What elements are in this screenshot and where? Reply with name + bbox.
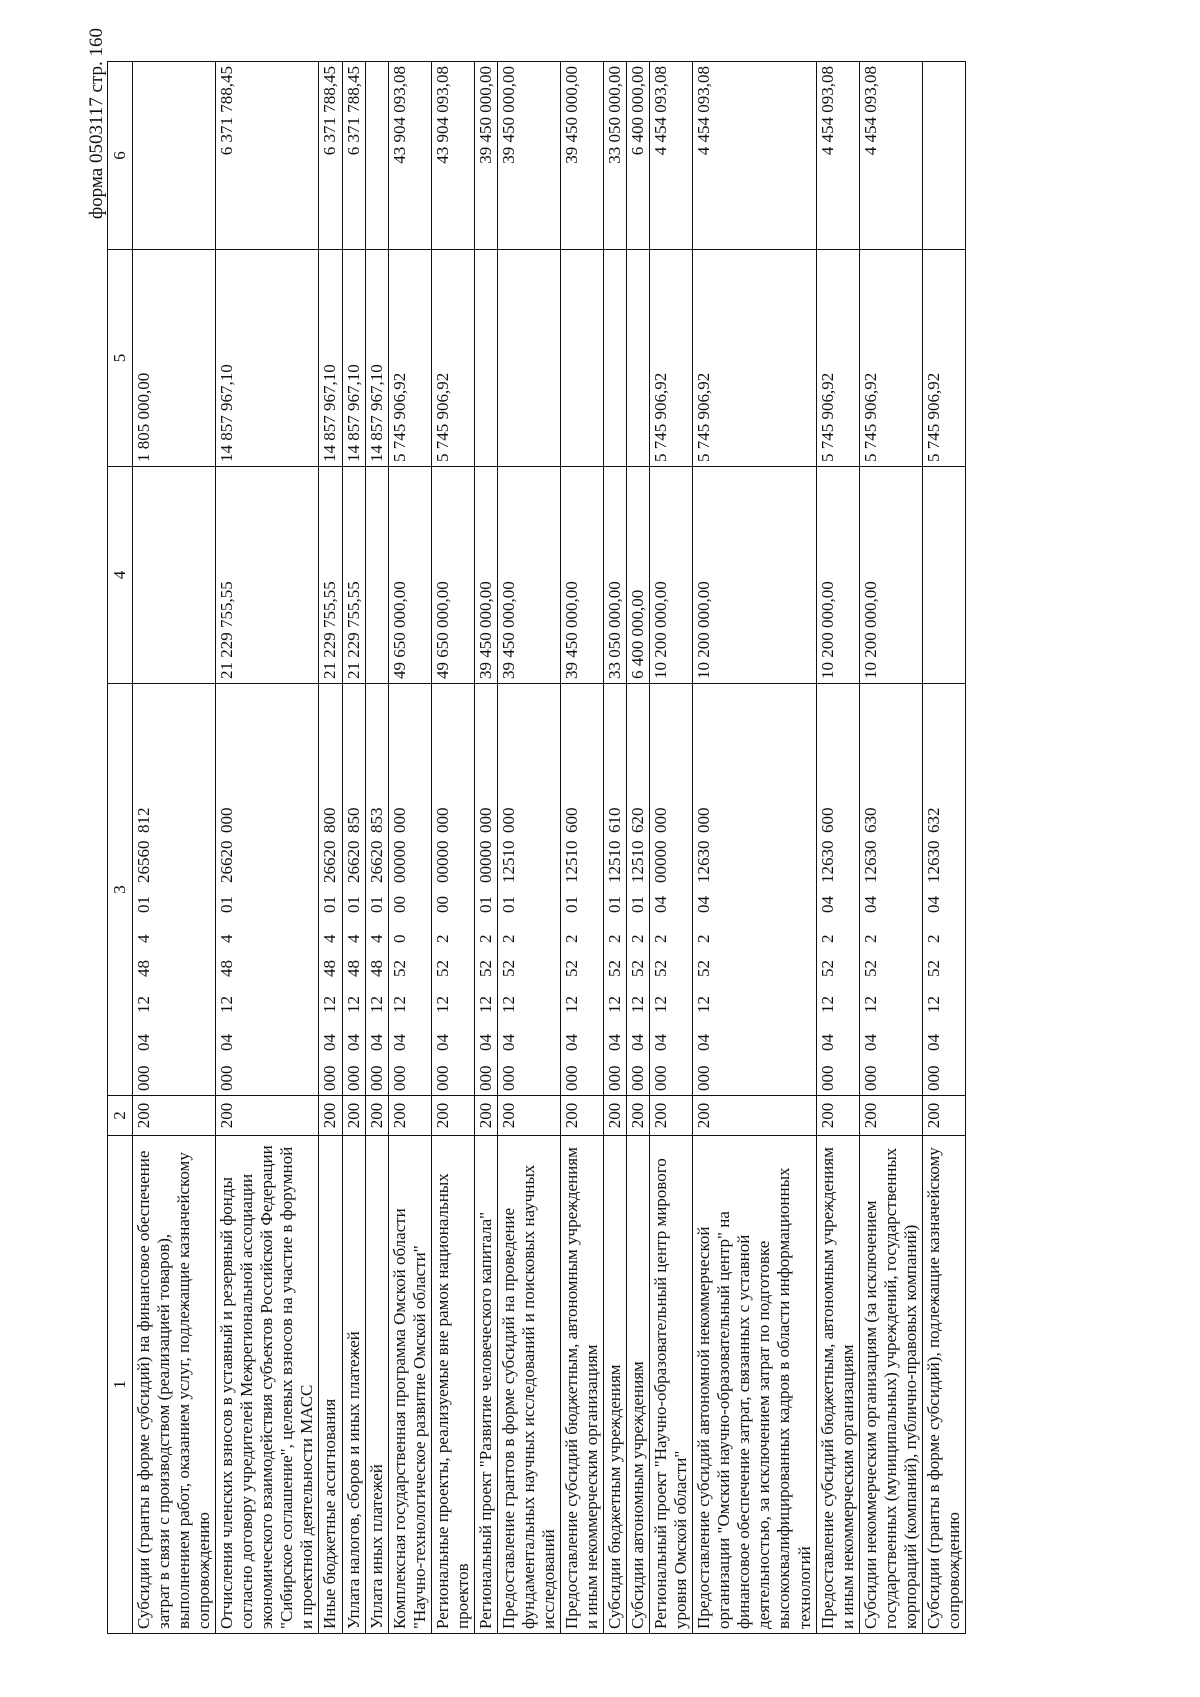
code-part: 2 [605,934,625,943]
row-executed-amount [604,250,627,467]
row-approved-amount: 21 229 755,55 [216,467,319,684]
row-approved-amount: 10 200 000,00 [693,467,816,684]
code-part: 4 [343,934,363,943]
row-unexecuted-amount [365,62,388,250]
code-part: 04 [860,1034,880,1051]
code-part: 000 [694,807,714,833]
code-part: 4 [134,934,154,943]
code-part: 04 [320,1034,340,1051]
code-part: 01 [475,896,495,913]
row-unexecuted-amount: 6 371 788,45 [216,62,319,250]
row-approved-amount: 21 229 755,55 [319,467,342,684]
code-part: 2 [432,934,452,943]
code-part: 52 [498,960,518,977]
row-classification-code [216,684,319,1096]
row-unexecuted-amount: 4 454 093,08 [859,62,922,250]
table-row [650,62,693,1634]
row-approved-amount: 10 200 000,00 [816,467,859,684]
row-unexecuted-amount: 33 050 000,00 [604,62,627,250]
table-row [342,62,365,1634]
code-part: 000 [134,1065,154,1091]
code-part: 48 [134,960,154,977]
row-executed-amount: 1 805 000,00 [133,250,216,467]
code-part: 00000 [432,840,452,883]
row-executed-amount: 5 745 906,92 [388,250,431,467]
code-part: 2 [475,934,495,943]
code-part: 26560 [134,840,154,883]
code-part: 01 [366,896,386,913]
code-part: 00000 [651,840,671,883]
code-part: 01 [605,896,625,913]
row-unexecuted-amount: 6 371 788,45 [319,62,342,250]
code-part: 04 [498,1034,518,1051]
code-part: 04 [694,896,714,913]
row-classification-code [650,684,693,1096]
code-part: 52 [389,960,409,977]
code-part: 632 [923,807,943,833]
code-part: 48 [343,960,363,977]
code-part: 04 [651,896,671,913]
code-part: 4 [366,934,386,943]
row-executed-amount: 14 857 967,10 [216,250,319,467]
row-name: Отчисления членских взносов в уставный и резервный фонды согласно договору учредителей Межрегиональной ассоциации экономического взаимодействия субъектов Российской Федерации "Сибирское соглашение", целевых взносов на участие в форумной и проектной деятельности МАСС [216,1136,319,1634]
code-part: 12 [432,996,452,1013]
row-line-code: 200 [604,1096,627,1136]
row-executed-amount: 14 857 967,10 [342,250,365,467]
code-part: 26620 [320,840,340,883]
row-line-code: 200 [922,1096,965,1136]
code-part: 000 [217,807,237,833]
row-classification-code [388,684,431,1096]
code-part: 850 [343,807,363,833]
code-part: 000 [320,1065,340,1091]
code-part: 04 [605,1034,625,1051]
row-approved-amount: 39 450 000,00 [560,467,603,684]
code-part: 12 [343,996,363,1013]
code-part: 000 [475,1065,495,1091]
row-executed-amount: 5 745 906,92 [922,250,965,467]
code-part: 00000 [475,840,495,883]
code-part: 12 [651,996,671,1013]
row-classification-code [627,684,650,1096]
row-line-code: 200 [497,1096,560,1136]
code-part: 12 [217,996,237,1013]
row-line-code: 200 [816,1096,859,1136]
row-approved-amount: 49 650 000,00 [388,467,431,684]
row-approved-amount [133,467,216,684]
col-header-4: 4 [108,467,133,684]
row-classification-code [693,684,816,1096]
code-part: 48 [320,960,340,977]
row-unexecuted-amount: 39 450 000,00 [560,62,603,250]
code-part: 0 [389,934,409,943]
code-part: 52 [923,960,943,977]
code-part: 2 [694,934,714,943]
row-name: Субсидии (гранты в форме субсидий), подлежащие казначейскому сопровождению [922,1136,965,1634]
col-header-2: 2 [108,1096,133,1136]
row-classification-code [431,684,474,1096]
row-name: Уплата иных платежей [365,1136,388,1634]
code-part: 000 [694,1065,714,1091]
code-part: 48 [366,960,386,977]
code-part: 52 [651,960,671,977]
code-part: 12 [694,996,714,1013]
code-part: 26620 [343,840,363,883]
row-name: Региональный проект "Научно-образовательный центр мирового уровня Омской области" [650,1136,693,1634]
row-name: Субсидии (гранты в форме субсидий) на финансовое обеспечение затрат в связи с производством (реализацией товаров), выполнением работ, оказанием услуг, подлежащие казначейскому сопровождению [133,1136,216,1634]
row-approved-amount: 49 650 000,00 [431,467,474,684]
code-part: 812 [134,807,154,833]
row-executed-amount: 5 745 906,92 [650,250,693,467]
row-executed-amount: 5 745 906,92 [431,250,474,467]
row-name: Предоставление грантов в форме субсидий на проведение фундаментальных научных исследований и поисковых научных исследований [497,1136,560,1634]
code-part: 04 [366,1034,386,1051]
row-executed-amount [560,250,603,467]
code-part: 04 [475,1034,495,1051]
code-part: 600 [561,807,581,833]
row-line-code: 200 [388,1096,431,1136]
code-part: 01 [320,896,340,913]
code-part: 12 [628,996,648,1013]
code-part: 12 [389,996,409,1013]
code-part: 2 [561,934,581,943]
row-unexecuted-amount: 6 400 000,00 [627,62,650,250]
row-name: Комплексная государственная программа Омской области "Научно-технологическое развитие Омской области" [388,1136,431,1634]
code-part: 52 [475,960,495,977]
row-name: Региональный проект "Развитие человеческого капитала" [474,1136,497,1634]
table-row [474,62,497,1634]
row-name: Предоставление субсидий бюджетным, автономным учреждениям и иным некоммерческим организациям [816,1136,859,1634]
row-approved-amount: 10 200 000,00 [650,467,693,684]
code-part: 000 [923,1065,943,1091]
code-part: 12 [366,996,386,1013]
row-approved-amount [922,467,965,684]
code-part: 000 [860,1065,880,1091]
row-unexecuted-amount: 39 450 000,00 [497,62,560,250]
row-name: Субсидии некоммерческим организациям (за исключением государственных (муниципальных) учреждений, государственных корпораций (компаний), публично-правовых компаний) [859,1136,922,1634]
row-classification-code [604,684,627,1096]
code-part: 04 [651,1034,671,1051]
code-part: 01 [217,896,237,913]
code-part: 2 [498,934,518,943]
code-part: 04 [343,1034,363,1051]
table-row [319,62,342,1634]
row-classification-code [922,684,965,1096]
row-line-code: 200 [216,1096,319,1136]
code-part: 000 [817,1065,837,1091]
code-part: 12 [475,996,495,1013]
table-row [431,62,474,1634]
code-part: 000 [628,1065,648,1091]
code-part: 04 [134,1034,154,1051]
code-part: 2 [817,934,837,943]
code-part: 01 [343,896,363,913]
budget-execution-table [107,61,966,1634]
row-unexecuted-amount: 4 454 093,08 [650,62,693,250]
code-part: 000 [389,1065,409,1091]
row-line-code: 200 [431,1096,474,1136]
row-line-code: 200 [319,1096,342,1136]
code-part: 2 [860,934,880,943]
code-part: 600 [817,807,837,833]
code-part: 12 [860,996,880,1013]
header-row [108,62,133,1634]
code-part: 04 [628,1034,648,1051]
code-part: 04 [860,896,880,913]
code-part: 12630 [923,840,943,883]
code-part: 04 [217,1034,237,1051]
code-part: 00000 [389,840,409,883]
table-row [604,62,627,1634]
code-part: 000 [498,807,518,833]
code-part: 12510 [561,840,581,883]
row-classification-code [816,684,859,1096]
table-body [133,62,966,1634]
table-row [693,62,816,1634]
row-unexecuted-amount: 4 454 093,08 [693,62,816,250]
code-part: 00 [389,896,409,913]
table-row [816,62,859,1634]
row-approved-amount [365,467,388,684]
code-part: 800 [320,807,340,833]
code-part: 01 [561,896,581,913]
code-part: 00 [432,896,452,913]
row-line-code: 200 [650,1096,693,1136]
code-part: 12 [817,996,837,1013]
row-executed-amount: 14 857 967,10 [365,250,388,467]
table-row [216,62,319,1634]
row-unexecuted-amount: 6 371 788,45 [342,62,365,250]
row-approved-amount: 39 450 000,00 [474,467,497,684]
table-row [560,62,603,1634]
col-header-5: 5 [108,250,133,467]
code-part: 630 [860,807,880,833]
row-name: Предоставление субсидий бюджетным, автономным учреждениям и иным некоммерческим организациям [560,1136,603,1634]
code-part: 48 [217,960,237,977]
row-classification-code [474,684,497,1096]
row-name: Субсидии бюджетным учреждениям [604,1136,627,1634]
row-approved-amount: 39 450 000,00 [497,467,560,684]
row-classification-code [133,684,216,1096]
table-row [859,62,922,1634]
row-unexecuted-amount: 43 904 093,08 [388,62,431,250]
code-part: 000 [389,807,409,833]
col-header-1: 1 [108,1136,133,1634]
row-classification-code [497,684,560,1096]
row-line-code: 200 [133,1096,216,1136]
code-part: 04 [694,1034,714,1051]
code-part: 52 [605,960,625,977]
code-part: 000 [432,1065,452,1091]
code-part: 52 [561,960,581,977]
code-part: 000 [343,1065,363,1091]
table-row [922,62,965,1634]
code-part: 853 [366,807,386,833]
code-part: 000 [605,1065,625,1091]
code-part: 52 [628,960,648,977]
code-part: 04 [561,1034,581,1051]
code-part: 12 [134,996,154,1013]
code-part: 000 [651,807,671,833]
code-part: 26620 [217,840,237,883]
code-part: 000 [432,807,452,833]
code-part: 01 [628,896,648,913]
code-part: 12510 [605,840,625,883]
code-part: 12 [923,996,943,1013]
row-name: Предоставление субсидий автономной некоммерческой организации "Омский научно-образовательный центр" на финансовое обеспечение затрат, связанных с уставной деятельностью, за исключением затрат по подготовке высококвалифицированных кадров в области информационных технологий [693,1136,816,1634]
row-approved-amount: 6 400 000,00 [627,467,650,684]
code-part: 12630 [860,840,880,883]
code-part: 000 [217,1065,237,1091]
row-approved-amount: 33 050 000,00 [604,467,627,684]
row-line-code: 200 [859,1096,922,1136]
row-approved-amount: 21 229 755,55 [342,467,365,684]
form-page-label: форма 0503117 стр. 160 [86,28,107,220]
code-part: 4 [320,934,340,943]
col-header-6: 6 [108,62,133,250]
row-name: Субсидии автономным учреждениям [627,1136,650,1634]
code-part: 620 [628,807,648,833]
code-part: 52 [694,960,714,977]
code-part: 12 [605,996,625,1013]
row-unexecuted-amount: 39 450 000,00 [474,62,497,250]
code-part: 000 [498,1065,518,1091]
row-line-code: 200 [342,1096,365,1136]
row-executed-amount: 5 745 906,92 [816,250,859,467]
code-part: 12 [561,996,581,1013]
code-part: 610 [605,807,625,833]
row-line-code: 200 [627,1096,650,1136]
table-row [627,62,650,1634]
code-part: 12630 [817,840,837,883]
code-part: 2 [923,934,943,943]
row-name: Уплата налогов, сборов и иных платежей [342,1136,365,1634]
code-part: 12 [498,996,518,1013]
code-part: 04 [432,1034,452,1051]
code-part: 2 [628,934,648,943]
row-classification-code [319,684,342,1096]
row-unexecuted-amount: 43 904 093,08 [431,62,474,250]
code-part: 26620 [366,840,386,883]
code-part: 000 [366,1065,386,1091]
code-part: 01 [134,896,154,913]
code-part: 2 [651,934,671,943]
table-row [388,62,431,1634]
row-unexecuted-amount [922,62,965,250]
row-classification-code [859,684,922,1096]
code-part: 04 [389,1034,409,1051]
row-executed-amount: 5 745 906,92 [859,250,922,467]
row-line-code: 200 [365,1096,388,1136]
code-part: 4 [217,934,237,943]
row-executed-amount [627,250,650,467]
row-classification-code [365,684,388,1096]
code-part: 52 [817,960,837,977]
row-unexecuted-amount: 4 454 093,08 [816,62,859,250]
row-executed-amount: 14 857 967,10 [319,250,342,467]
row-line-code: 200 [693,1096,816,1136]
table-row [497,62,560,1634]
code-part: 000 [475,807,495,833]
code-part: 52 [860,960,880,977]
row-classification-code [560,684,603,1096]
row-name: Региональные проекты, реализуемые вне рамок национальных проектов [431,1136,474,1634]
table-row [133,62,216,1634]
code-part: 04 [923,1034,943,1051]
table-row [365,62,388,1634]
code-part: 52 [432,960,452,977]
code-part: 01 [498,896,518,913]
code-part: 04 [817,896,837,913]
row-name: Иные бюджетные ассигнования [319,1136,342,1634]
row-executed-amount [474,250,497,467]
row-approved-amount: 10 200 000,00 [859,467,922,684]
row-unexecuted-amount [133,62,216,250]
code-part: 04 [817,1034,837,1051]
row-classification-code [342,684,365,1096]
row-line-code: 200 [474,1096,497,1136]
code-part: 12510 [628,840,648,883]
code-part: 12510 [498,840,518,883]
code-part: 000 [561,1065,581,1091]
code-part: 12 [320,996,340,1013]
code-part: 12630 [694,840,714,883]
row-line-code: 200 [560,1096,603,1136]
row-executed-amount [497,250,560,467]
code-part: 000 [651,1065,671,1091]
row-executed-amount: 5 745 906,92 [693,250,816,467]
col-header-3: 3 [108,684,133,1096]
code-part: 04 [923,896,943,913]
